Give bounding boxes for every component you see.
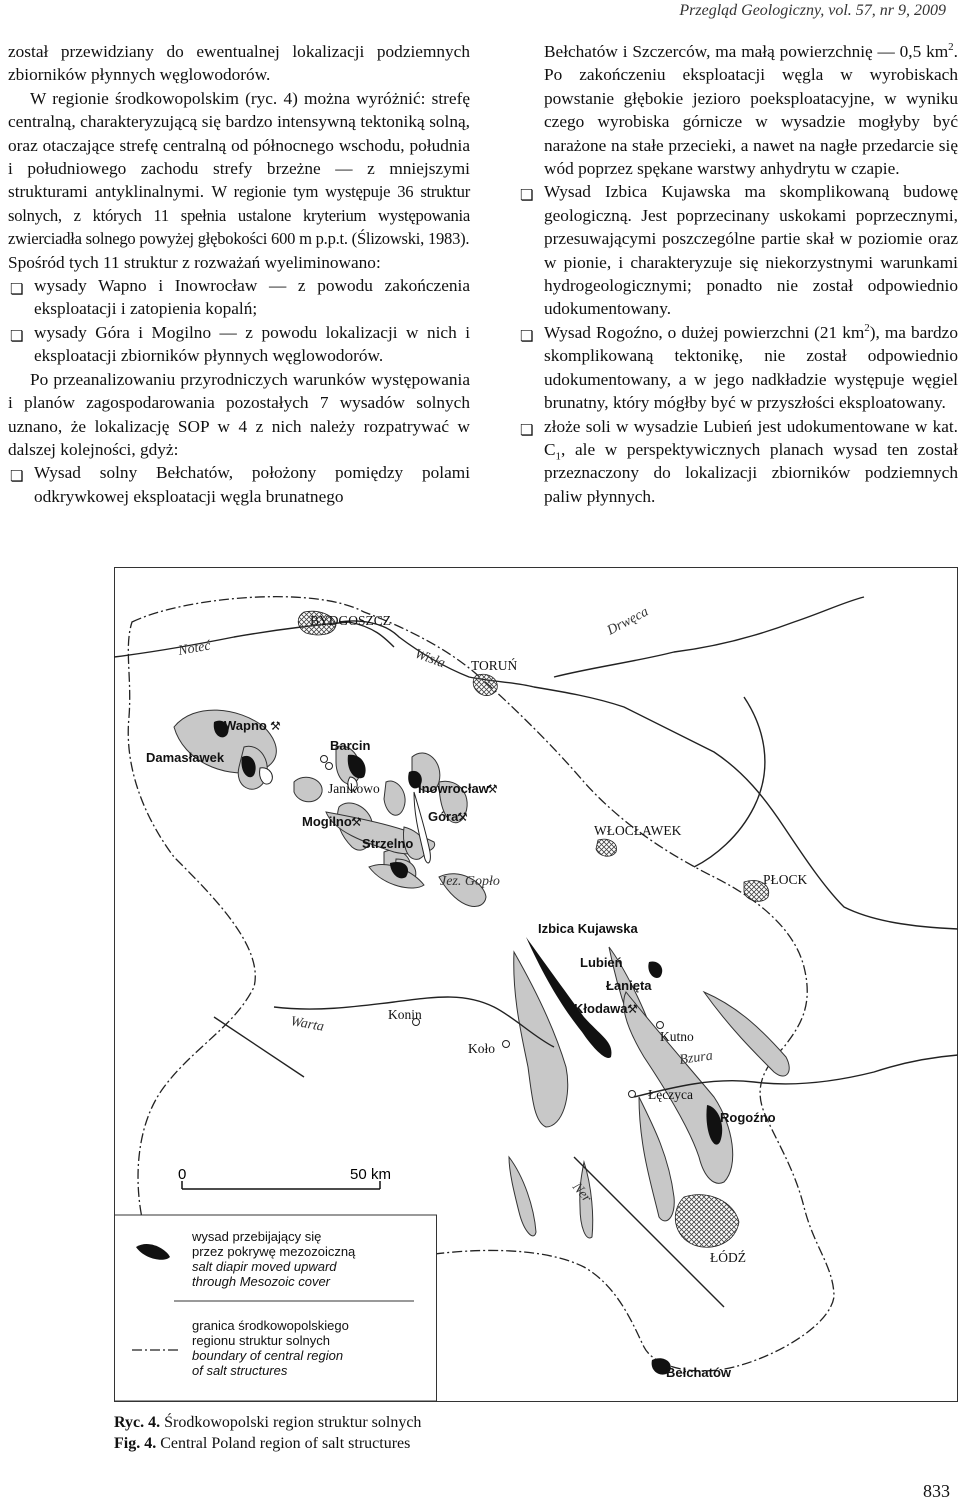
mine-icon: ⚒ — [457, 810, 468, 824]
list-item — [8, 461, 470, 508]
town-marker-kolo — [503, 1041, 510, 1048]
town-label-janikowo: Janikowo — [328, 781, 380, 796]
river-label-wisla: Wisła — [412, 646, 448, 672]
structure-label-laniete: Łanięta — [606, 978, 652, 993]
list-item — [518, 415, 958, 509]
town-label-konin: Konin — [388, 1007, 422, 1022]
city-label-torun: TORUŃ — [471, 658, 518, 673]
left-column — [8, 40, 470, 508]
structure-label-strzelno: Strzelno — [362, 836, 414, 851]
mine-icon: ⚒ — [487, 782, 498, 796]
checkbox-bullet-icon: ❏ — [520, 186, 534, 205]
structure-label-lubien: Lubień — [580, 955, 623, 970]
river-label-ner: Ner — [568, 1179, 594, 1206]
subscript: 1 — [555, 450, 562, 463]
city-lodz — [675, 1195, 739, 1248]
town-marker-barcin — [326, 763, 333, 770]
figure-caption — [114, 1412, 421, 1454]
caption-text: Środkowopolski region struktur solnych — [160, 1414, 422, 1431]
superscript: 2 — [948, 41, 954, 54]
caption-pl — [114, 1412, 421, 1433]
paragraph-text: W regionie środkowopolskim (ryc. 4) można wyróżnić: strefę centralną, charakteryzującą się bardzo intensywną tektoniką solną, oraz otaczające strefę centralną od północnego wschodu, południa i południowego zachodu strefy brzeżne — z mniejszymi strukturami antyklinalnymi. — [8, 88, 470, 202]
legend-text: granica środkowopolskiego — [192, 1318, 349, 1333]
caption-text: Central Poland region of salt structures — [156, 1435, 411, 1452]
river-label-notec: Noteć — [177, 638, 212, 659]
legend-text: wysad przebijający się — [192, 1229, 322, 1244]
paragraph: Po przeanalizowaniu przyrodniczych warunków występowania i planów zagospodarowania pozostałych 7 wysadów solnych uznano, że lokalizację SOP w 4 z nich należy rozpatrywać w dalszej kolejności, gdyż: — [8, 369, 470, 459]
checkbox-bullet-icon: ❏ — [10, 280, 24, 299]
legend-text: through Mesozoic cover — [192, 1274, 331, 1289]
right-column — [518, 40, 958, 508]
mine-icon: ⚒ — [270, 719, 281, 733]
legend-text: przez pokrywę mezozoiczną — [192, 1244, 356, 1259]
mine-icons — [270, 719, 638, 1016]
list-item — [8, 274, 470, 321]
page-number: 833 — [923, 1481, 950, 1501]
structure-label-belchatow: Bełchatów — [666, 1365, 732, 1380]
list-item — [518, 321, 958, 415]
checkbox-bullet-icon: ❏ — [10, 326, 24, 345]
paragraph-text: Bełchatów i Szczerców, ma małą powierzchnię — 0,5 km — [544, 42, 949, 61]
scale-unit: km — [371, 1166, 391, 1183]
city-torun — [473, 674, 497, 695]
structure-label-inowroclaw: Inowrocław — [418, 781, 489, 796]
structure-label-klodawa: Kłodawa — [574, 1001, 628, 1016]
lake-label-goplo: Jez. Gopło — [440, 874, 500, 889]
river-label-drweca: Drwęca — [604, 604, 652, 639]
town-label-leczyca: Łęczyca — [648, 1087, 693, 1102]
river-label-warta: Warta — [289, 1014, 326, 1035]
scale-bar — [178, 1166, 391, 1189]
structure-label-wapno: Wapno — [224, 718, 267, 733]
paragraph: został przewidziany do ewentualnej lokalizacji podziemnych zbiorników płynnych węglowodorów. — [8, 42, 470, 85]
list-item-text: , ale w perspektywicznych planach wysad ten został przeznaczony do lokalizacji zbiorników podziemnych paliw płynnych. — [544, 439, 958, 506]
structure-label-rogozno: Rogoźno — [720, 1110, 776, 1125]
legend-text: regionu struktur solnych — [192, 1333, 331, 1348]
legend-text: of salt structures — [192, 1363, 288, 1378]
legend-text: salt diapir moved upward — [192, 1259, 337, 1274]
town-marker-leczyca — [629, 1091, 636, 1098]
superscript: 2 — [864, 322, 870, 335]
list-item-text: wysady Wapno i Inowrocław — z powodu zakończenia eksploatacji i zatopienia kopalń; — [34, 276, 470, 319]
city-label-bydgoszcz: BYDGOSZCZ — [310, 613, 392, 628]
city-label-wloclawek: WŁOCŁAWEK — [594, 823, 682, 838]
checkbox-bullet-icon: ❏ — [10, 467, 24, 486]
paragraph — [518, 40, 958, 180]
structure-label-izbica: Izbica Kujawska — [538, 921, 638, 936]
town-marker-janikowo — [321, 756, 328, 763]
salt-structures-map — [114, 567, 958, 1402]
journal-header: Przegląd Geologiczny, vol. 57, nr 9, 2009 — [679, 2, 946, 19]
checkbox-bullet-icon: ❏ — [520, 326, 534, 345]
mine-icon: ⚒ — [627, 1002, 638, 1016]
caption-label: Ryc. 4. — [114, 1414, 161, 1431]
list-item — [518, 180, 958, 320]
town-marker-kutno — [657, 1022, 664, 1029]
paragraph-text: . Po zakończeniu eksploatacji węgla w wyrobiskach powstanie głębokie jezioro poeksploatacyjne, w wyniku czego wyrobiska górnicze w wysadzie mogłyby być narażone na stałe przecieki, a nawet na nagłe przedarcie się wód poprzez spękane warstwy anhydrytu w czapie. — [544, 42, 958, 179]
structure-label-damaslawek: Damasławek — [146, 750, 225, 765]
city-label-plock: PŁOCK — [763, 872, 808, 887]
list-item-text: Wysad solny Bełchatów, położony pomiędzy polami odkrywkowej eksploatacji węgla brunatnego — [34, 463, 470, 506]
town-label-kolo: Koło — [468, 1041, 495, 1056]
caption-en — [114, 1433, 421, 1454]
scale-fifty: 50 — [350, 1166, 367, 1183]
paragraph-text: W regionie tym występuje 36 struktur solnych, z których 11 spełnia ustalone kryterium występowania zwierciadła solnego powyżej głębokości 600 m p.p.t. (Ślizowski, 1983). — [8, 182, 470, 249]
list-item-text: ), ma bardzo skomplikowaną tektonikę, nie został odpowiednio udokumentowany, a w jego nadkładzie występuje węgiel brunatny, który mógłby być w przyszłości eksploatowany. — [544, 322, 958, 413]
list-item-text: Wysad Rogoźno, o dużej powierzchni (21 km — [544, 322, 865, 342]
river-label-bzura: Bzura — [678, 1048, 714, 1068]
structure-label-barcin: Barcin — [330, 738, 371, 753]
paragraph: Spośród tych 11 struktur z rozważań wyeliminowano: — [8, 252, 381, 272]
structure-label-mogilno: Mogilno — [302, 814, 352, 829]
list-item-text: wysady Góra i Mogilno — z powodu lokalizacji w nich i eksploatacji zbiorników płynnych węglowodorów. — [34, 322, 470, 366]
scale-zero: 0 — [178, 1166, 187, 1183]
structure-label-gora: Góra — [428, 809, 459, 824]
list-item-text: Wysad Izbica Kujawska ma skomplikowaną budowę geologiczną. Jest poprzecinany uskokami poprzecznymi, przesuwającymi poszczególne partie skał w poziomie oraz w pionie, i charakteryzuje się niekorzystnymi warunkami hydrogeologicznymi; ponadto nie został odpowiednio udokumentowany. — [544, 182, 958, 319]
city-label-lodz: ŁÓDŹ — [710, 1250, 746, 1265]
mine-icon: ⚒ — [351, 815, 362, 829]
list-item-text: złoże soli w wysadzie Lubień jest udokumentowane w kat. C — [544, 416, 958, 459]
town-label-kutno: Kutno — [660, 1029, 694, 1044]
checkbox-bullet-icon: ❏ — [520, 420, 534, 439]
caption-label: Fig. 4. — [114, 1435, 157, 1452]
paragraph — [8, 87, 470, 251]
legend — [115, 1215, 437, 1401]
city-wloclawek — [596, 839, 617, 856]
legend-text: boundary of central region — [192, 1348, 344, 1363]
list-item — [8, 321, 470, 368]
